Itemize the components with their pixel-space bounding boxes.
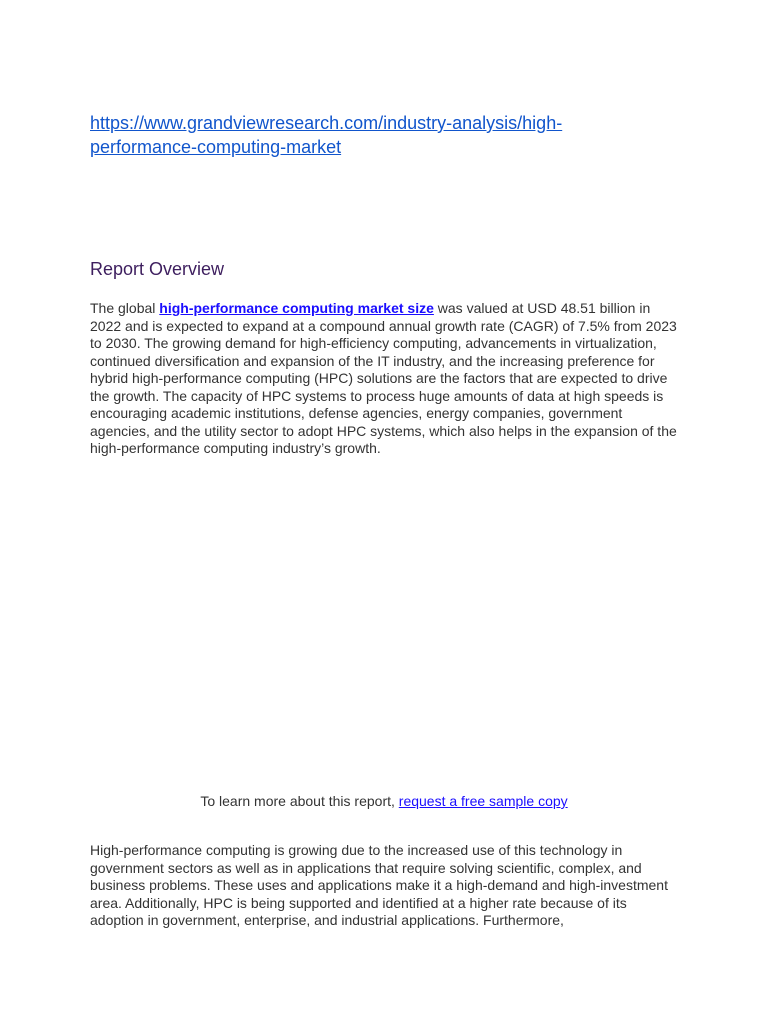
report-overview-heading: Report Overview: [90, 259, 225, 279]
source-url-link[interactable]: [90, 111, 650, 159]
overview-text-body: was valued at USD 48.51 billion in 2022 and is expected to expand at a compound annual growth rate (CAGR) of 7.5% from 2023 to 2030. The growing demand for high-efficiency computing, advancements in virtualization, continued diversification and expansion of the IT industry, and the increasing preference for hybrid high-performance computing (HPC) solutions are the factors that are expected to drive the growth. The capacity of HPC systems to process huge amounts of data at high speeds is encouraging academic institutions, defense agencies, energy companies, government agencies, and the utility sector to adopt HPC systems, which also helps in the expansion of the high-performance computing industry’s growth.: [90, 300, 677, 456]
overview-text-intro: The global: [90, 300, 160, 316]
request-sample-link[interactable]: request a free sample copy: [398, 793, 568, 809]
source-url-line-1: https://www.grandviewresearch.com/industry-analysis/high-: [90, 113, 563, 133]
source-url-line-2: performance-computing-market: [90, 137, 342, 157]
market-size-link[interactable]: high-performance computing market size: [159, 300, 434, 316]
sample-request-line: [0, 792, 768, 810]
growth-paragraph: High-performance computing is growing due to the increased use of this technology in government sectors as well as in applications that require solving scientific, complex, and business problems. These uses and applications make it a high-demand and high-investment area. Additionally, HPC is being supported and identified at a higher rate because of its adoption in government, enterprise, and industrial applications. Furthermore,: [90, 842, 668, 928]
overview-paragraph: [90, 300, 680, 458]
sample-request-text: To learn more about this report,: [200, 793, 399, 809]
